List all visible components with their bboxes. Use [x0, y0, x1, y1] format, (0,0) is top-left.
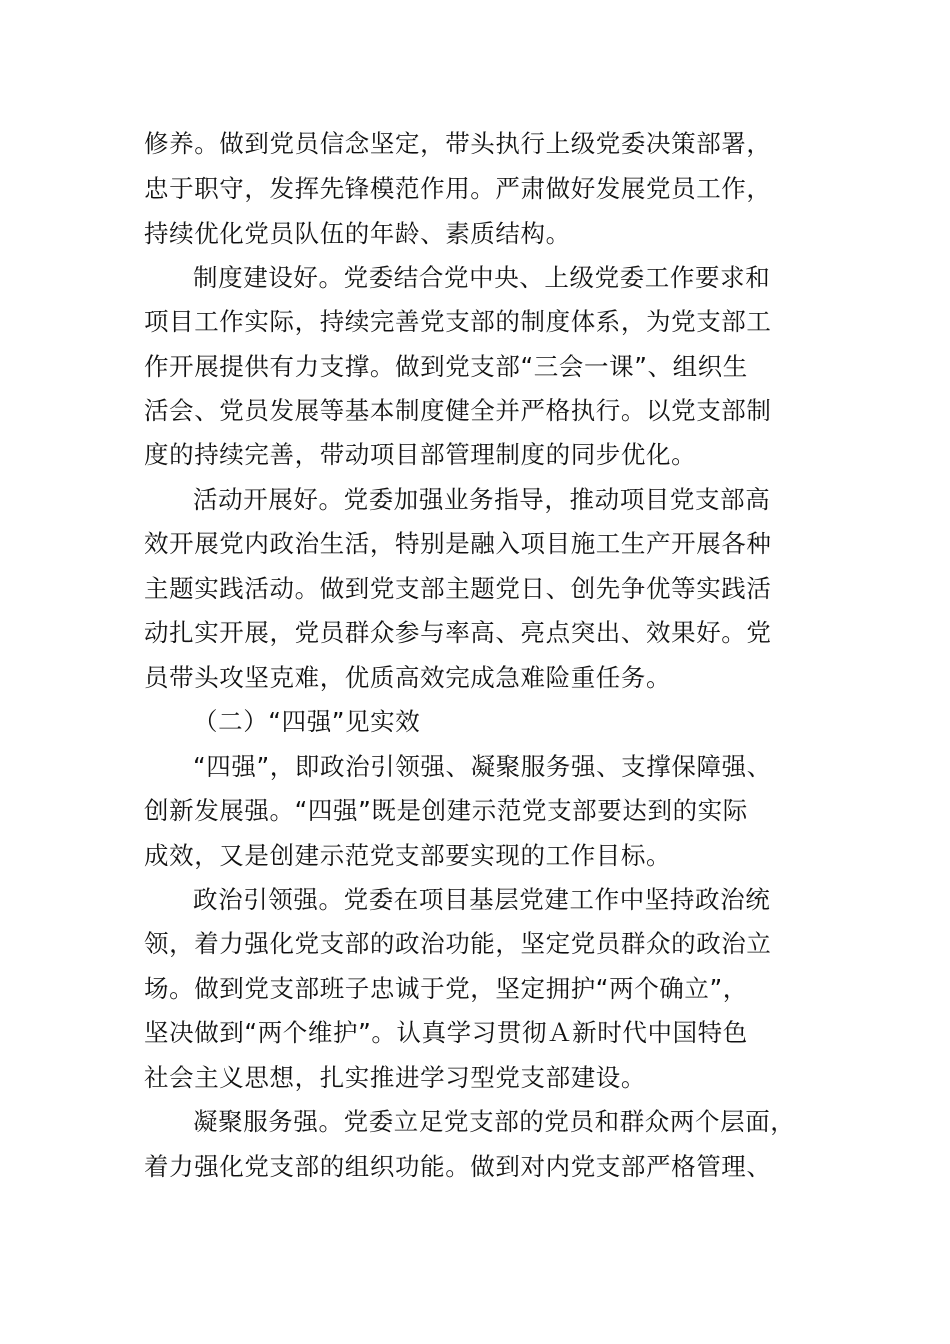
text-line: 场。做到党支部班子忠诚于党，坚定拥护“两个确立”， [144, 974, 748, 1003]
section-heading: （二）“四强”见实效 [193, 707, 421, 736]
text-line: 坚决做到“两个维护”。认真学习贯彻Ａ新时代中国特色 [144, 1018, 748, 1047]
text-line: 项目工作实际，持续完善党支部的制度体系，为党支部工 [144, 307, 772, 336]
text-line: 持续优化党员队伍的年龄、素质结构。 [144, 219, 571, 248]
text-line: 成效，又是创建示范党支部要实现的工作目标。 [144, 841, 672, 870]
text-line: 动扎实开展，党员群众参与率高、亮点突出、效果好。党 [144, 618, 772, 647]
paragraph-heading-line: 制度建设好。党委结合党中央、上级党委工作要求和 [193, 263, 771, 292]
text-line: 着力强化党支部的组织功能。做到对内党支部严格管理、 [144, 1152, 772, 1181]
paragraph-heading-line: “四强”，即政治引领强、凝聚服务强、支撑保障强、 [193, 752, 772, 781]
text-line: 主题实践活动。做到党支部主题党日、创先争优等实践活 [144, 574, 772, 603]
text-line: 创新发展强。“四强”既是创建示范党支部要达到的实际 [144, 796, 748, 825]
paragraph-heading-line: 活动开展好。党委加强业务指导，推动项目党支部高 [193, 485, 771, 514]
text-line: 效开展党内政治生活，特别是融入项目施工生产开展各种 [144, 529, 772, 558]
text-line: 度的持续完善，带动项目部管理制度的同步优化。 [144, 440, 697, 469]
text-line: 活会、党员发展等基本制度健全并严格执行。以党支部制 [144, 396, 772, 425]
text-line: 修养。做到党员信念坚定，带头执行上级党委决策部署， [144, 129, 772, 158]
text-line: 领，着力强化党支部的政治功能，坚定党员群众的政治立 [144, 929, 772, 958]
paragraph-heading-line: 政治引领强。党委在项目基层党建工作中坚持政治统 [193, 885, 771, 914]
text-line: 员带头攻坚克难，优质高效完成急难险重任务。 [144, 663, 672, 692]
paragraph-heading-line: 凝聚服务强。党委立足党支部的党员和群众两个层面， [193, 1107, 796, 1136]
text-line: 社会主义思想，扎实推进学习型党支部建设。 [144, 1063, 646, 1092]
text-line: 忠于职守，发挥先锋模范作用。严肃做好发展党员工作， [144, 174, 772, 203]
text-line: 作开展提供有力支撑。做到党支部“三会一课”、组织生 [144, 352, 748, 381]
